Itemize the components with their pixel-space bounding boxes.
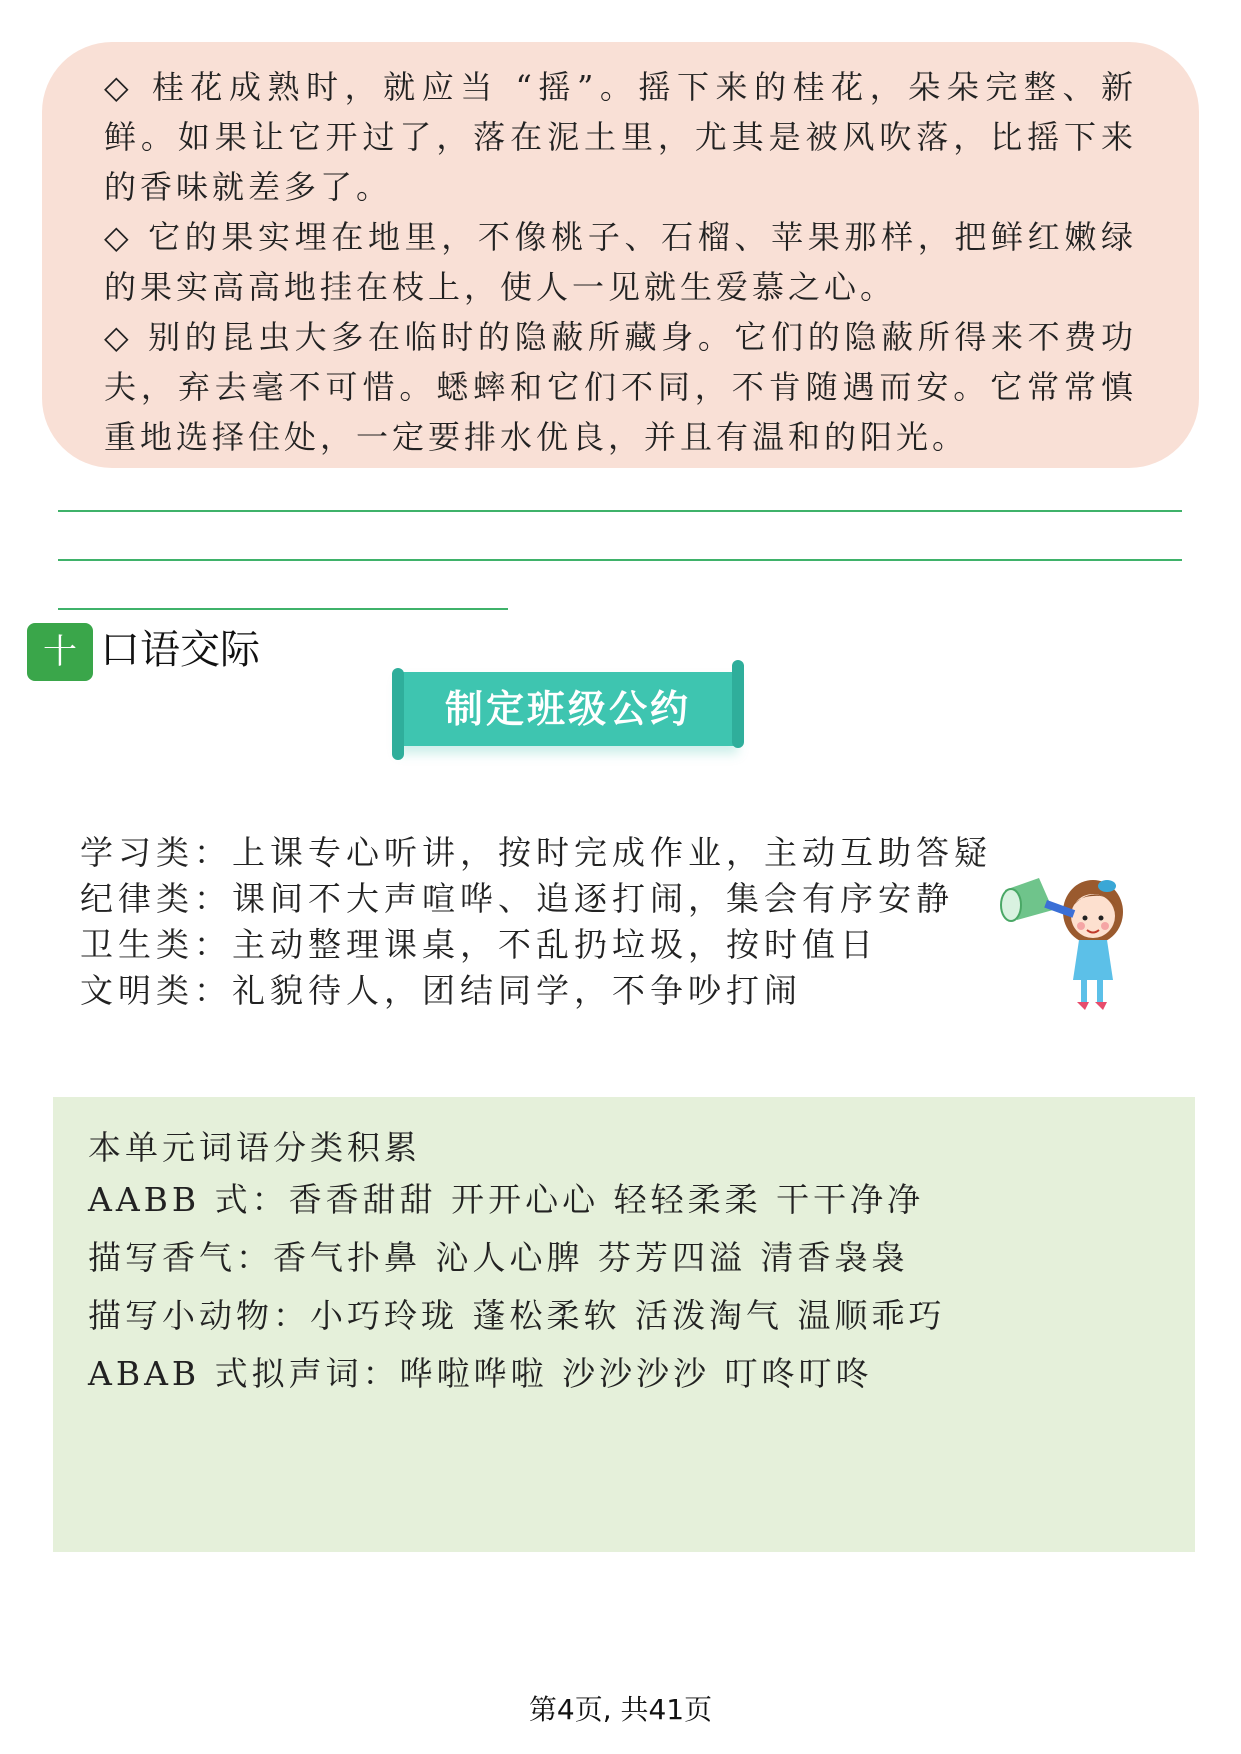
scroll-banner [392, 666, 744, 762]
section-number-badge: 十一 [27, 623, 93, 681]
banner-title: 制定班级公约 [444, 686, 691, 731]
vocab-row: AABB 式：香香甜甜 开开心心 轻轻柔柔 干干净净 [88, 1180, 925, 1219]
excerpt-paragraph: ◇ 别的昆虫大多在临时的隐蔽所藏身。它们的隐蔽所得来不费功夫，弃去毫不可惜。蟋蟀和它们不同，不肯随遇而安。它常常慎重地选择住处，一定要排水优良，并且有温和的阳光。 [104, 318, 1137, 456]
section-title: 口语交际 [100, 627, 260, 673]
writing-line [58, 608, 508, 610]
vocab-heading: 本单元词语分类积累 [88, 1128, 421, 1167]
class-rules-list [80, 830, 992, 1014]
girl-with-megaphone-illustration [995, 860, 1135, 1020]
writing-line [58, 559, 1182, 561]
class-rule-item: 纪律类：课间不大声喧哗、追逐打闹，集会有序安静 [80, 879, 954, 918]
class-rule-item: 文明类：礼貌待人，团结同学，不争吵打闹 [80, 971, 802, 1010]
excerpt-panel [42, 42, 1199, 468]
vocab-row: ABAB 式拟声词：哗啦哗啦 沙沙沙沙 叮咚叮咚 [88, 1354, 873, 1393]
class-rule-item: 学习类：上课专心听讲，按时完成作业，主动互助答疑 [80, 833, 992, 872]
vocab-row: 描写小动物：小巧玲珑 蓬松柔软 活泼淘气 温顺乖巧 [88, 1296, 946, 1335]
vocab-panel [53, 1097, 1195, 1552]
page-footer: 第4页, 共41页 [528, 1693, 713, 1726]
excerpt-paragraph: ◇ 桂花成熟时，就应当 “摇”。摇下来的桂花，朵朵完整、新鲜。如果让它开过了，落在泥土里，尤其是被风吹落，比摇下来的香味就差多了。 [104, 68, 1137, 206]
writing-line [58, 510, 1182, 512]
class-rule-item: 卫生类：主动整理课桌，不乱扔垃圾，按时值日 [80, 925, 878, 964]
vocab-row: 描写香气：香气扑鼻 沁人心脾 芬芳四溢 清香袅袅 [88, 1238, 909, 1277]
excerpt-paragraph: ◇ 它的果实埋在地里，不像桃子、石榴、苹果那样，把鲜红嫩绿的果实高高地挂在枝上，使人一见就生爱慕之心。 [104, 218, 1137, 306]
